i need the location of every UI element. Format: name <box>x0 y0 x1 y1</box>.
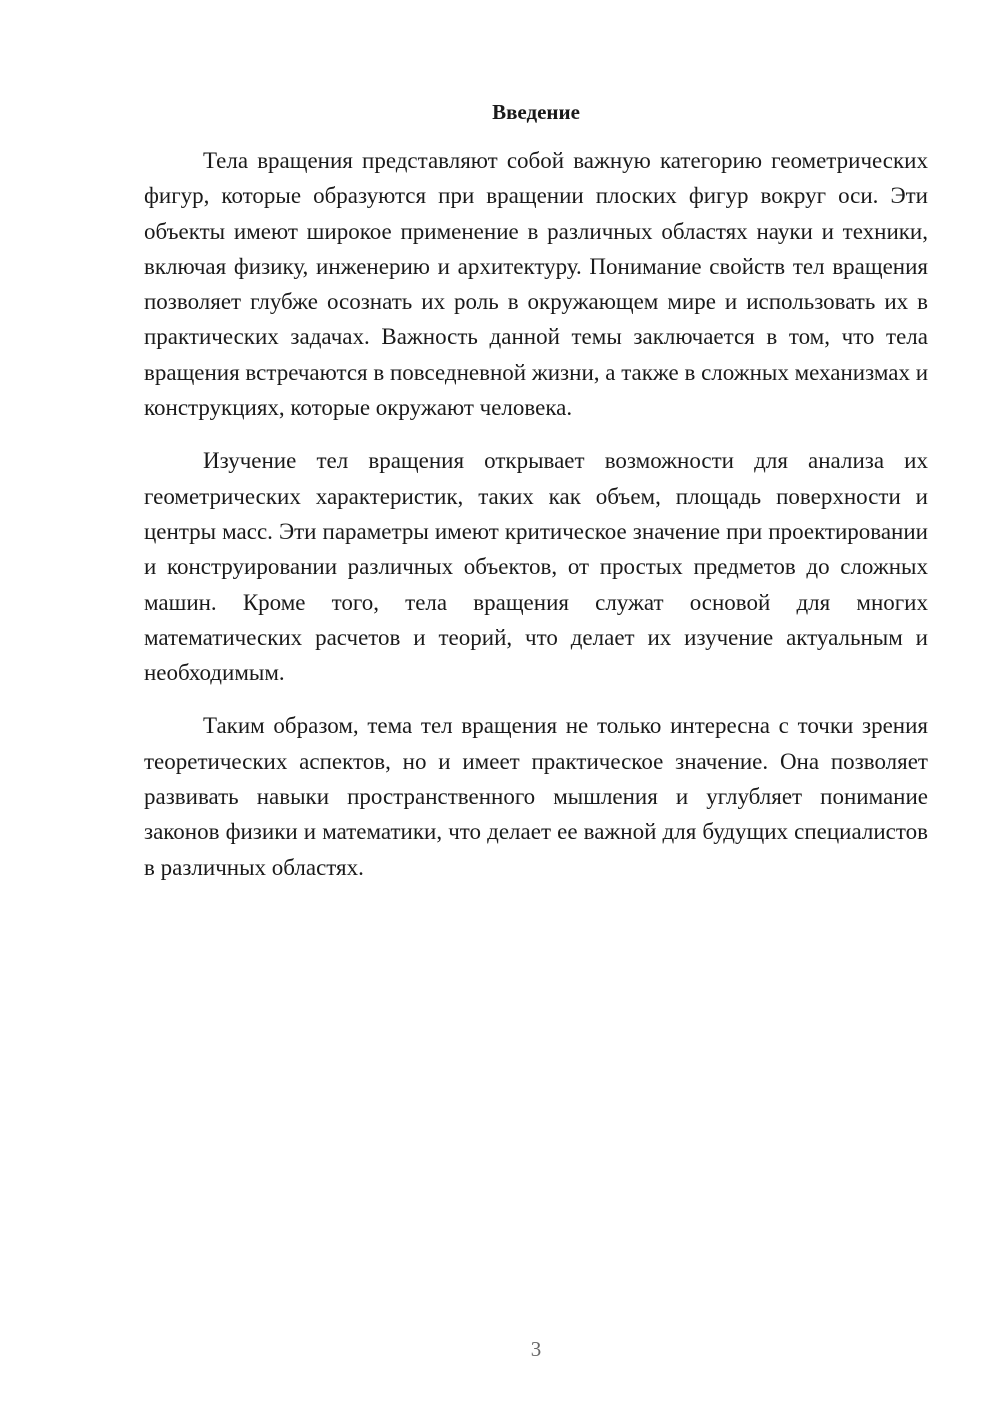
paragraph-3: Таким образом, тема тел вращения не только интересна с точки зрения теоретических аспектов, но и имеет практическое значение. Она позволяет развивать навыки пространственного мышления и углубляет понимание законов физики и математики, что делает ее важной для будущих специалистов в различных областях. <box>144 713 928 880</box>
paragraph-1: Тела вращения представляют собой важную категорию геометрических фигур, которые образуются при вращении плоских фигур вокруг оси. Эти объекты имеют широкое применение в различных областях науки и техники, включая физику, инженерию и архитектуру. Понимание свойств тел вращения позволяет глубже осознать их роль в окружающем мире и использовать их в практических задачах. Важность данной темы заключается в том, что тела вращения встречаются в повседневной жизни, а также в сложных механизмах и конструкциях, которые окружают человека. <box>144 148 928 421</box>
section-heading: Введение <box>492 100 580 124</box>
body-text <box>144 143 928 885</box>
page-number: 3 <box>530 1337 542 1361</box>
paragraph-2: Изучение тел вращения открывает возможности для анализа их геометрических характеристик, таких как объем, площадь поверхности и центры масс. Эти параметры имеют критическое значение при проектировании и конструировании различных объектов, от простых предметов до сложных машин. Кроме того, тела вращения служат основой для многих математических расчетов и теорий, что делает их изучение актуальным и необходимым. <box>144 448 928 686</box>
